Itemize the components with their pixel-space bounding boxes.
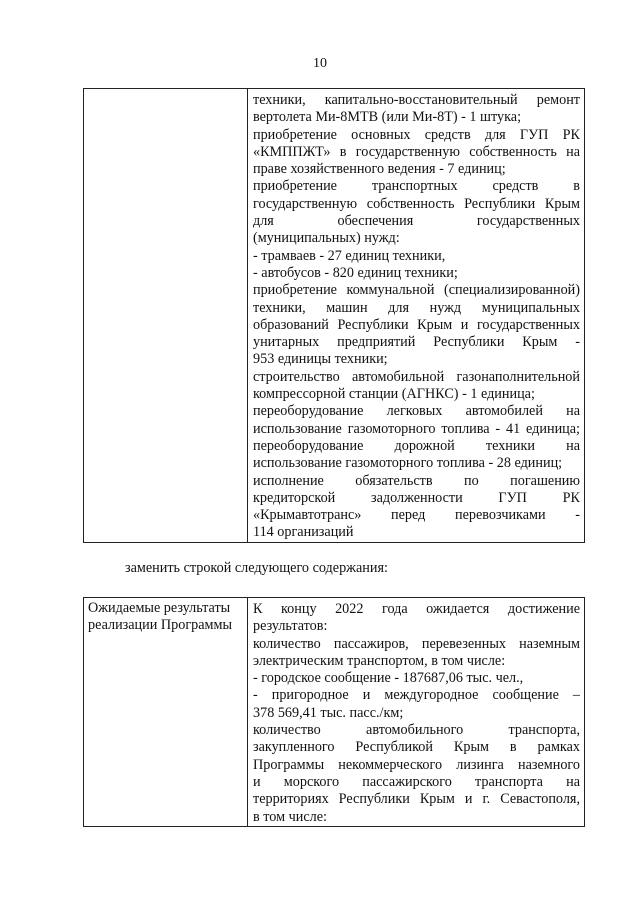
table2-lines <box>253 601 580 826</box>
program-table-new-row <box>83 597 585 827</box>
table1-text-line: - автобусов - 820 единиц техники; <box>253 264 458 281</box>
table1-text-line: приобретение транспортных средств в <box>253 178 580 195</box>
table1-text-line: исполнение обязательств по погашению <box>253 472 580 489</box>
table1-text-line: вертолета Ми-8МТВ (или Ми-8Т) - 1 штука; <box>253 109 522 126</box>
table2-text-line: в том числе: <box>253 808 327 825</box>
table1-text-line: техники, машин для нужд муниципальных <box>253 299 580 316</box>
table1-text-line: «Крымавтотранс» перед перевозчиками - <box>253 507 580 524</box>
table2-text-line: 378 569,41 тыс. пасс./км; <box>253 704 404 721</box>
table1-lines <box>253 92 580 542</box>
table2-text-line: электрическим транспортом, в том числе: <box>253 652 506 669</box>
table1-text-line: праве хозяйственного ведения - 7 единиц; <box>253 161 506 178</box>
table1-text-line: использование газомоторного топлива - 41 единица; <box>253 420 580 437</box>
table1-text-line: кредиторской задолженности ГУП РК <box>253 489 580 506</box>
table1-text-line: техники, капитально-восстановительный ремонт <box>253 92 580 108</box>
table2-text-line: количество автомобильного транспорта, <box>253 722 580 739</box>
table2-text-line: закупленного Республикой Крым в рамках <box>253 739 580 756</box>
table2-text-line: результатов: <box>253 618 328 635</box>
table1-right-cell <box>248 89 585 543</box>
table2-text-line: количество пассажиров, перевезенных наземным <box>253 635 580 652</box>
table2-text-line: - пригородное и междугородное сообщение – <box>253 687 580 704</box>
table2-left-text: Ожидаемые результаты реализации Программы <box>88 600 233 634</box>
table1-text-line: образований Республики Крым и государственных <box>253 316 580 333</box>
table1-text-line: переоборудование дорожной техники на <box>253 437 580 454</box>
table1-text-line: использование газомоторного топлива - 28 единиц; <box>253 455 563 472</box>
table1-text-line: 953 единицы техники; <box>253 351 388 368</box>
table1-text-line: - трамваев - 27 единиц техники, <box>253 247 446 264</box>
program-table-old-row <box>83 88 585 543</box>
table1-left-cell <box>84 89 248 543</box>
table1-text-line: «КМППЖТ» в государственную собственность на <box>253 143 580 160</box>
table2-text-line: К концу 2022 года ожидается достижение <box>253 601 580 617</box>
table2-text-line: и морского пассажирского транспорта на <box>253 773 580 790</box>
table1-text-line: приобретение коммунальной (специализированной) <box>253 282 580 299</box>
table1-text-line: компрессорной станции (АГНКС) - 1 единица; <box>253 386 535 403</box>
table1-text-line: 114 организаций <box>253 524 354 541</box>
table2-left-cell <box>84 598 248 827</box>
table1-text-line: (муниципальных) нужд: <box>253 230 400 247</box>
table1-text-line: переоборудование легковых автомобилей на <box>253 403 580 420</box>
table2-text-line: Программы некоммерческого лизинга наземного <box>253 756 580 773</box>
replacement-caption: заменить строкой следующего содержания: <box>125 560 388 576</box>
table2-right-cell <box>248 598 585 827</box>
table1-text-line: приобретение основных средств для ГУП РК <box>253 126 580 143</box>
table2-text-line: - городское сообщение - 187687,06 тыс. чел., <box>253 670 524 687</box>
table1-text-line: строительство автомобильной газонаполнительной <box>253 368 580 385</box>
table1-text-line: унитарных предприятий Республики Крым - <box>253 334 580 351</box>
table1-text-line: государственную собственность Республики Крым <box>253 195 580 212</box>
table2-text-line: территориях Республики Крым и г. Севастополя, <box>253 791 580 808</box>
table1-text-line: для обеспечения государственных <box>253 213 580 230</box>
page-number: 10 <box>313 56 327 71</box>
table1-left-text <box>84 89 247 91</box>
